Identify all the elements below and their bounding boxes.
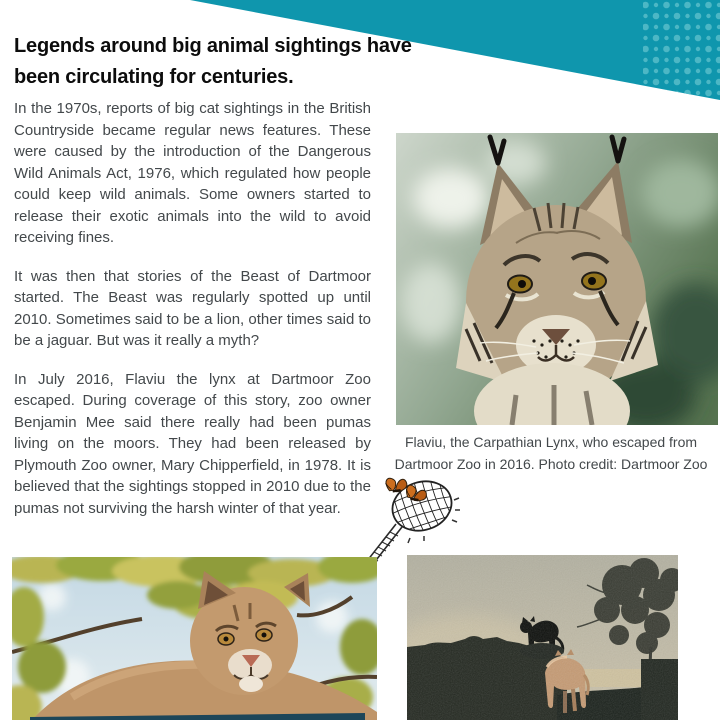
paragraph-1: In the 1970s, reports of big cat sightings in the British Countryside became regular news features. These were caused by the introduction of the Dangerous Wild Animals Act, 1976, which regulated how people could keep wild animals. Some owners started to release their exotic animals into the wild to avoid receiving fines. [14, 100, 371, 246]
lynx-photo-image [396, 133, 718, 425]
moor-photo-image [407, 555, 678, 720]
puma-photo-image [12, 557, 377, 720]
paragraph-2: It was then that stories of the Beast of Dartmoor started. The Beast was regularly spotted up until 2010. Sometimes said to be a lion, other times said to be a jaguar. But was it really a myth? [14, 267, 371, 349]
page-title: Legends around big animal sightings have been circulating for centuries. [14, 35, 412, 88]
puma-photo [12, 557, 377, 720]
dot-pattern [643, 0, 720, 104]
paragraph-3: In July 2016, Flaviu the lynx at Dartmoor Zoo escaped. During coverage of this story, zoo owner Benjamin Mee said there really had been pumas living on the moors. They had been released by Plymouth Zoo owner, Mary Chipperfield, in 1978. It is believed that the sightings stopped in 2010 due to the pumas not surviving the harsh winter of that year. [14, 370, 371, 517]
bottom-left-accent-wedge [0, 704, 370, 720]
film-grain-overlay [407, 555, 678, 720]
article-text [14, 98, 371, 536]
lynx-photo [396, 133, 718, 425]
lynx-photo-caption: Flaviu, the Carpathian Lynx, who escaped from Dartmoor Zoo in 2016. Photo credit: Dartmoor Zoo [394, 434, 708, 472]
moor-silhouette-photo [407, 555, 678, 720]
